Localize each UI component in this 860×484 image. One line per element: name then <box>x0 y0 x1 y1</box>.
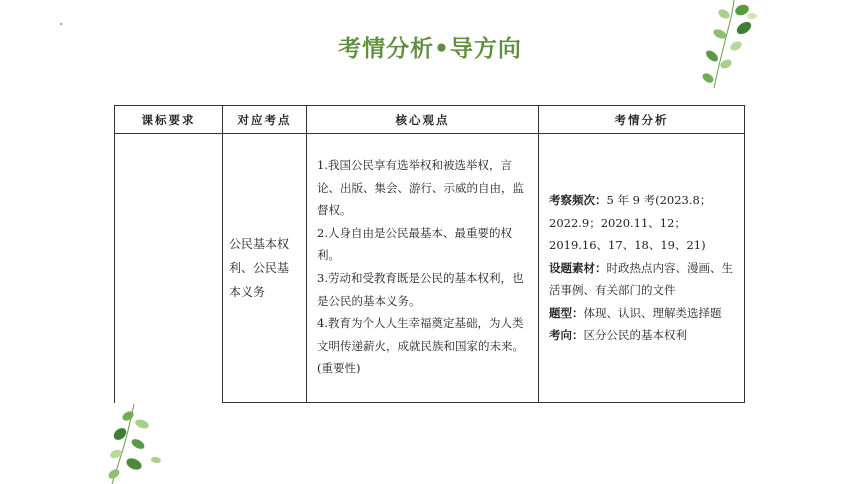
material-label: 设题素材： <box>549 260 607 275</box>
direction-value: 区分公民的基本权利 <box>583 328 687 343</box>
exam-analysis-table <box>114 105 745 403</box>
analysis-frequency <box>549 189 734 257</box>
analysis-direction <box>549 324 734 347</box>
type-value: 体现、认识、理解类选择题 <box>583 305 722 320</box>
frequency-value: 5 年 9 考(2023.8；2022.9；2020.11、12；2019.16、17、18、19、21) <box>549 192 712 253</box>
header-requirement: 课标要求 <box>115 106 223 134</box>
header-views: 核心观点 <box>307 106 539 134</box>
type-label: 题型： <box>549 305 584 320</box>
material-value: 时政热点内容、漫画、生活事例、有关部门的文件 <box>549 260 733 298</box>
cell-requirement <box>115 134 223 403</box>
frequency-label: 考察频次： <box>549 192 607 207</box>
cell-views <box>307 134 539 403</box>
cell-analysis <box>539 134 745 403</box>
table-row <box>115 134 745 403</box>
view-item: 1.我国公民享有选举权和被选举权，言论、出版、集会、游行、示威的自由，监督权。 <box>317 158 524 218</box>
table-header-row <box>115 106 745 134</box>
header-point: 对应考点 <box>223 106 307 134</box>
cell-point: 公民基本权利、公民基本义务 <box>223 134 307 403</box>
analysis-type <box>549 302 734 325</box>
view-item: 3.劳动和受教育既是公民的基本权利，也是公民的基本义务。 <box>317 271 524 308</box>
view-item: 2.人身自由是公民最基本、最重要的权利。 <box>317 225 512 263</box>
view-item: 4.教育为个人人生幸福奠定基础，为人类文明传递薪火，成就民族和国家的未来。(重要性) <box>317 316 524 376</box>
leaf-decoration-icon <box>104 404 170 484</box>
page-title: 考情分析•导方向 <box>338 36 522 62</box>
analysis-material <box>549 257 734 302</box>
corner-dot <box>60 23 62 25</box>
header-analysis: 考情分析 <box>539 106 745 134</box>
direction-label: 考向： <box>549 328 584 343</box>
